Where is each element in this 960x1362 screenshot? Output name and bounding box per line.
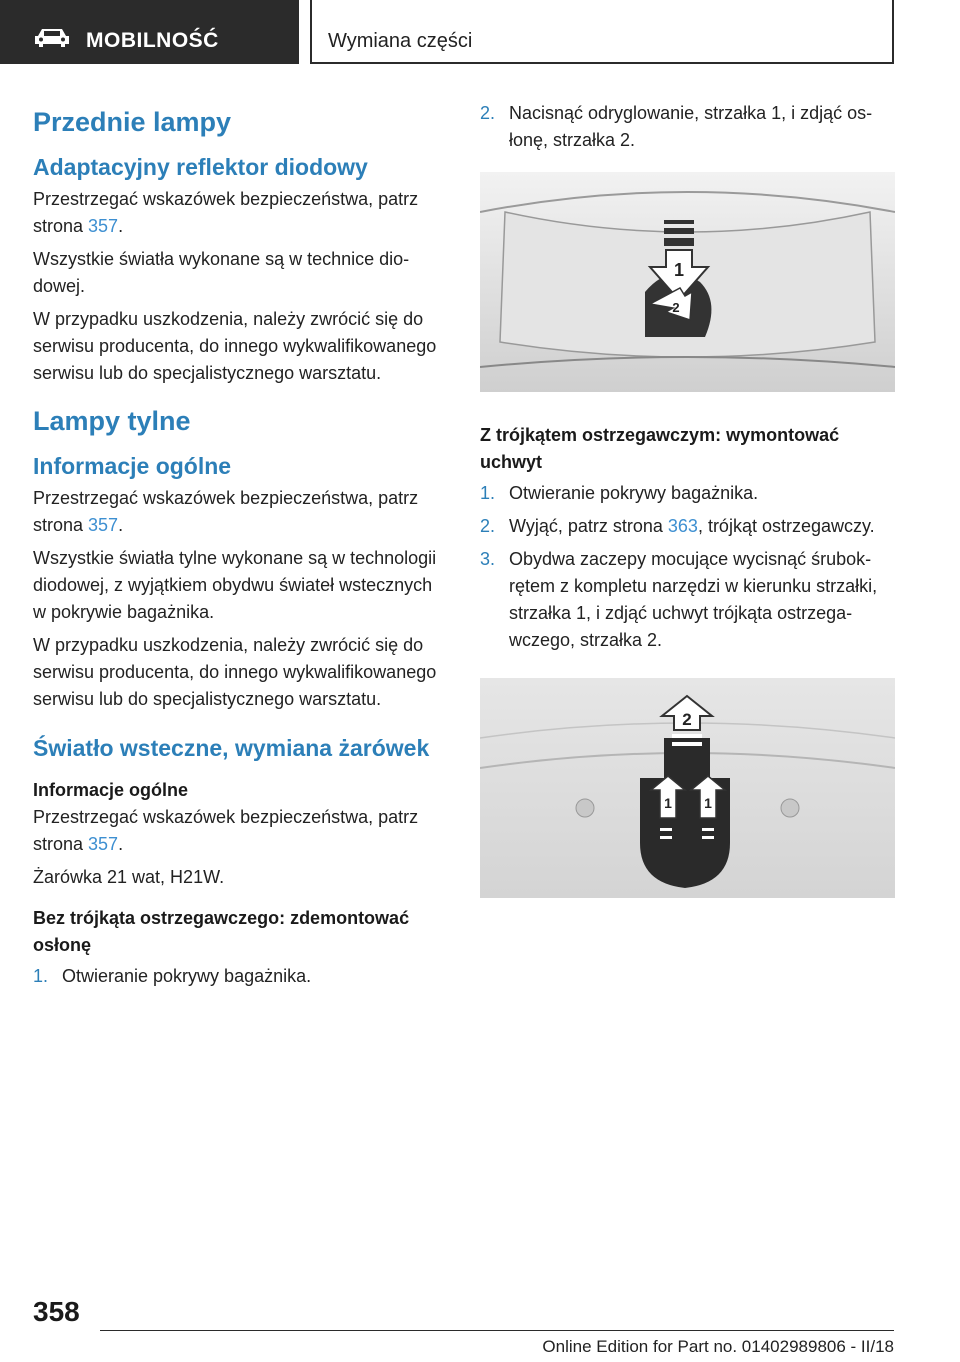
list-item: 2. Wyjąć, patrz strona 363, trójkąt ostrzegawczy. xyxy=(480,516,875,536)
steps-without-triangle xyxy=(33,963,448,990)
header-section-tab xyxy=(0,0,299,64)
page-link-357[interactable]: 357 xyxy=(88,834,119,854)
subheading-without-triangle: Bez trójkąta ostrzegawczego: zdemontować osłonę xyxy=(33,908,410,955)
heading-general-info: Informacje ogólne xyxy=(33,453,232,479)
paragraph-service-1: W przypadku uszkodzenia, należy zwrócić się do serwisu producenta, do innego wykwalifikowanego serwisu lub do specjalistycznego warsztatu. xyxy=(33,309,437,383)
paragraph-safety-1: Przestrzegać wskazówek bezpieczeństwa, patrz strona 357. xyxy=(33,189,419,236)
paragraph-service-2: W przypadku uszkodzenia, należy zwrócić się do serwisu producenta, do innego wykwalifikowanego serwisu lub do specjalistycznego warsztatu. xyxy=(33,635,437,709)
paragraph-bulb: Żarówka 21 wat, H21W. xyxy=(33,867,225,887)
page-number: 358 xyxy=(33,1296,80,1327)
subheading-with-triangle: Z trójkątem ostrzegawczym: wymontować uchwyt xyxy=(480,425,840,472)
figure-trunk-cover xyxy=(480,172,895,392)
heading-adaptive-led: Adaptacyjny reflektor diodowy xyxy=(33,154,368,180)
figure-label-2: 2 xyxy=(672,300,680,315)
section-label: MOBILNOŚĆ xyxy=(86,29,219,52)
figure-label-1: 1 xyxy=(673,260,685,280)
heading-front-lamps: Przednie lampy xyxy=(33,107,232,137)
page-link-357[interactable]: 357 xyxy=(88,216,119,236)
steps-with-triangle xyxy=(480,480,895,654)
right-column xyxy=(480,96,895,898)
list-item: 1. Otwieranie pokrywy bagażnika. xyxy=(33,966,312,986)
edition-text: Online Edition for Part no. 01402989806 - II/18 xyxy=(542,1337,894,1356)
steps-continued xyxy=(480,100,895,154)
chapter-title: Wymiana części xyxy=(328,30,473,52)
figure-label-1b: 1 xyxy=(704,795,712,811)
subheading-general-info: Informacje ogólne xyxy=(33,780,189,800)
heading-rear-lamps: Lampy tylne xyxy=(33,406,191,436)
figure-label-1a: 1 xyxy=(664,795,672,811)
paragraph-safety-3: Przestrzegać wskazówek bezpieczeństwa, patrz strona 357. xyxy=(33,807,419,854)
list-item: 2. Nacisnąć odryglowanie, strzałka 1, i zdjąć osłonę, strzałka 2. xyxy=(480,103,873,150)
heading-reverse-light: Światło wsteczne, wymiana żarówek xyxy=(33,735,430,761)
list-item: 3. Obydwa zaczepy mocujące wycisnąć śrubokrętem z kompletu narzędzi w kierunku strzałki, strzałka 1, i zdjąć uchwyt trójkąta ostrzegawczego, strzałka 2. xyxy=(480,549,878,650)
page-link-357[interactable]: 357 xyxy=(88,515,119,535)
car-icon xyxy=(34,27,70,47)
header-chapter xyxy=(310,0,894,64)
paragraph-led-tech: Wszystkie światła wykonane są w technice diodowej. xyxy=(33,249,410,296)
left-column xyxy=(33,96,448,996)
page-link-363[interactable]: 363 xyxy=(667,516,698,536)
paragraph-safety-2: Przestrzegać wskazówek bezpieczeństwa, patrz strona 357. xyxy=(33,488,419,535)
figure-label-2: 2 xyxy=(682,710,692,729)
footer-divider xyxy=(100,1330,894,1331)
list-item: 1. Otwieranie pokrywy bagażnika. xyxy=(480,483,759,503)
paragraph-rear-led: Wszystkie światła tylne wykonane są w technologii diodowej, z wyjątkiem obydwu świateł wstecznych w pokrywie bagażnika. xyxy=(33,548,437,622)
figure-triangle-holder xyxy=(480,678,895,898)
